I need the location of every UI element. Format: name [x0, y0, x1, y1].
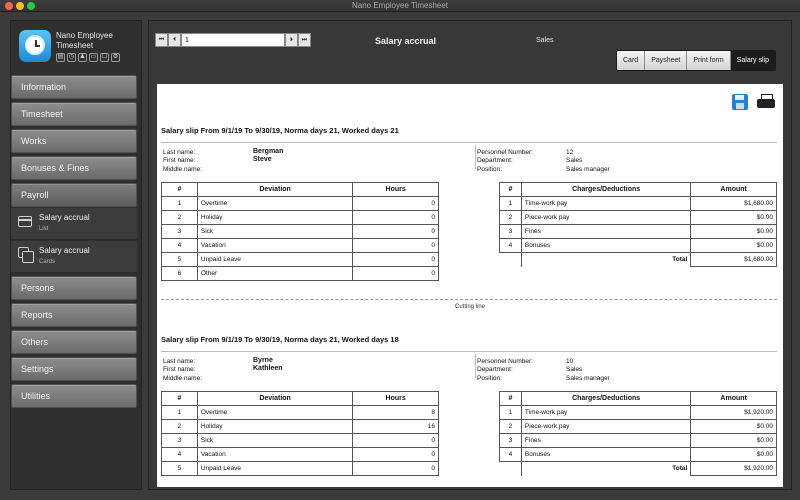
row-number: 4	[500, 448, 522, 462]
table-row	[162, 267, 439, 281]
deviation-hours: 0	[353, 211, 439, 225]
table-row	[500, 448, 777, 462]
department-label: Department:	[477, 366, 513, 373]
row-number: 2	[500, 420, 522, 434]
charge-name: Time-work pay	[521, 406, 690, 420]
personnel-number-label: Personnel Number:	[477, 358, 533, 365]
table-row	[162, 406, 439, 420]
document-title: Salary accrual	[375, 36, 437, 46]
first-name-label: First name:	[163, 366, 196, 373]
calendar-icon[interactable]: ▤	[57, 54, 64, 60]
column-header: Deviation	[197, 183, 352, 197]
document-actions	[732, 94, 775, 110]
row-number: 1	[162, 406, 198, 420]
deviations-table	[161, 182, 439, 281]
position-value: Sales manager	[566, 166, 610, 173]
record-navigator	[155, 33, 311, 49]
sidebar-item-persons[interactable]: Persons	[11, 276, 137, 300]
charges-table	[499, 391, 777, 476]
title-bar	[0, 0, 800, 12]
person-icon[interactable]: ♟	[79, 54, 86, 60]
table-row	[500, 225, 777, 239]
table-row	[500, 197, 777, 211]
deviation-hours: 0	[353, 197, 439, 211]
deviation-hours: 0	[353, 434, 439, 448]
total-amount: $1,680.00	[691, 253, 777, 267]
cutting-line	[161, 299, 777, 300]
view-switcher	[616, 50, 776, 71]
table-row	[500, 420, 777, 434]
first-record-button[interactable]: ⏮	[155, 33, 168, 47]
view-salary-slip-button[interactable]: Salary slip	[731, 51, 775, 70]
charge-amount: $1,680.00	[691, 197, 777, 211]
last-name-value: Bergman	[253, 148, 284, 155]
row-number: 3	[500, 225, 522, 239]
sidebar-subitem-salary-accrual-cards[interactable]	[11, 241, 137, 273]
charge-name: Bonuses	[521, 239, 690, 253]
sidebar-item-reports[interactable]: Reports	[11, 303, 137, 327]
sidebar-item-others[interactable]: Others	[11, 330, 137, 354]
personnel-number-value: 10	[566, 358, 574, 365]
card-icon	[18, 216, 32, 227]
divider	[475, 354, 476, 378]
row-number: 4	[162, 239, 198, 253]
table-row	[500, 434, 777, 448]
divider	[161, 351, 777, 352]
deviation-hours: 0	[353, 448, 439, 462]
column-header: #	[162, 183, 198, 197]
row-number: 2	[162, 420, 198, 434]
personnel-number-label: Personnel Number:	[477, 149, 533, 156]
table-row	[500, 406, 777, 420]
deviation-name: Sick	[197, 434, 352, 448]
column-header: Amount	[691, 392, 777, 406]
charge-amount: $0.00	[691, 211, 777, 225]
total-label: Total	[521, 462, 690, 476]
chat-icon[interactable]: ☐	[101, 54, 108, 60]
department-value: Sales	[566, 366, 583, 373]
deviation-hours: 0	[353, 239, 439, 253]
row-number: 2	[162, 211, 198, 225]
row-number: 3	[162, 225, 198, 239]
table-header-row	[162, 392, 439, 406]
first-name-label: First name:	[163, 157, 196, 164]
position-value: Sales manager	[566, 375, 610, 382]
first-name-value: Steve	[253, 156, 272, 163]
last-name-label: Last name:	[163, 149, 196, 156]
row-number: 3	[500, 434, 522, 448]
deviation-hours: 0	[353, 462, 439, 476]
deviation-name: Other	[197, 267, 352, 281]
column-header: Charges/Deductions	[521, 183, 690, 197]
subitem-title: Salary accrual	[39, 246, 90, 255]
sidebar-item-utilities[interactable]: Utilities	[11, 384, 137, 408]
charge-name: Time-work pay	[521, 197, 690, 211]
column-header: #	[500, 183, 522, 197]
column-header: Hours	[353, 183, 439, 197]
total-label: Total	[521, 253, 690, 267]
subitem-caption: List	[39, 226, 49, 232]
total-row	[500, 462, 777, 476]
document-department: Sales	[536, 37, 554, 44]
charges-table	[499, 182, 777, 267]
table-header-row	[162, 183, 439, 197]
charge-amount: $0.00	[691, 239, 777, 253]
settings-icon[interactable]: ⚙	[112, 54, 119, 60]
deviations-table	[161, 391, 439, 476]
card-icon[interactable]: ▭	[90, 54, 97, 60]
column-header: Hours	[353, 392, 439, 406]
subitem-caption: Cards	[39, 259, 56, 265]
sidebar-item-works[interactable]: Works	[11, 129, 137, 153]
record-number-input[interactable]	[181, 33, 285, 47]
position-label: Position:	[477, 166, 502, 173]
deviation-name: Holiday	[197, 420, 352, 434]
subitem-title: Salary accrual	[39, 213, 90, 222]
charge-name: Fines	[521, 225, 690, 239]
row-number: 5	[162, 253, 198, 267]
middle-name-label: Middle name:	[163, 375, 203, 382]
middle-name-label: Middle name:	[163, 166, 203, 173]
deviation-name: Vacation	[197, 239, 352, 253]
sidebar	[10, 20, 142, 490]
cards-icon	[18, 247, 29, 258]
quick-icons	[56, 53, 120, 62]
deviation-name: Holiday	[197, 211, 352, 225]
charge-amount: $0.00	[691, 434, 777, 448]
sidebar-item-information[interactable]: Information	[11, 75, 137, 99]
last-name-label: Last name:	[163, 358, 196, 365]
divider	[161, 142, 777, 143]
table-row	[162, 448, 439, 462]
column-header: Charges/Deductions	[521, 392, 690, 406]
row-number: 1	[500, 406, 522, 420]
table-header-row	[500, 183, 777, 197]
column-header: Amount	[691, 183, 777, 197]
table-row	[162, 197, 439, 211]
row-number: 6	[162, 267, 198, 281]
department-label: Department:	[477, 157, 513, 164]
table-row	[500, 239, 777, 253]
save-icon[interactable]	[732, 94, 748, 110]
window-title: Nano Employee Timesheet	[351, 1, 449, 10]
deviation-hours: 0	[353, 253, 439, 267]
row-number: 4	[500, 239, 522, 253]
row-number: 3	[162, 434, 198, 448]
next-record-button[interactable]: ⏵	[285, 33, 298, 47]
table-header-row	[500, 392, 777, 406]
table-row	[162, 239, 439, 253]
column-header: Deviation	[197, 392, 352, 406]
table-row	[162, 420, 439, 434]
slip-title: Salary slip From 9/1/19 To 9/30/19, Norma days 21, Worked days 21	[161, 126, 399, 135]
row-number: 1	[500, 197, 522, 211]
row-number: 5	[162, 462, 198, 476]
divider	[475, 145, 476, 169]
column-header: #	[162, 392, 198, 406]
deviation-hours: 16	[353, 420, 439, 434]
salary-slip-document	[157, 84, 783, 487]
app-header	[11, 21, 141, 71]
row-number: 2	[500, 211, 522, 225]
sidebar-item-payroll[interactable]: Payroll	[11, 183, 137, 207]
app-name: Nano Employee Timesheet	[56, 31, 113, 50]
cutting-line-label: Cutting line	[454, 304, 486, 310]
view-print-form-button[interactable]: Print form	[687, 51, 730, 70]
sidebar-item-timesheet[interactable]: Timesheet	[11, 102, 137, 126]
department-value: Sales	[566, 157, 583, 164]
row-number: 1	[162, 197, 198, 211]
personnel-number-value: 12	[566, 149, 574, 156]
previous-record-button[interactable]: ⏴	[168, 33, 181, 47]
slip-title: Salary slip From 9/1/19 To 9/30/19, Norma days 21, Worked days 18	[161, 335, 399, 344]
charge-amount: $0.00	[691, 225, 777, 239]
row-number: 4	[162, 448, 198, 462]
charge-name: Fines	[521, 434, 690, 448]
charge-amount: $1,920.00	[691, 406, 777, 420]
charge-name: Piece-work pay	[521, 211, 690, 225]
table-row	[162, 434, 439, 448]
deviation-name: Overtime	[197, 197, 352, 211]
main-panel	[148, 20, 792, 490]
first-name-value: Kathleen	[253, 365, 283, 372]
table-row	[500, 211, 777, 225]
table-row	[162, 225, 439, 239]
view-card-button[interactable]: Card	[617, 51, 645, 70]
table-row	[162, 211, 439, 225]
deviation-name: Unpaid Leave	[197, 253, 352, 267]
deviation-name: Overtime	[197, 406, 352, 420]
charge-amount: $0.00	[691, 420, 777, 434]
table-row	[162, 462, 439, 476]
last-record-button[interactable]: ⏭	[298, 33, 311, 47]
total-amount: $1,920.00	[691, 462, 777, 476]
charge-name: Bonuses	[521, 448, 690, 462]
clock-icon[interactable]: ◷	[68, 54, 75, 60]
deviation-hours: 0	[353, 267, 439, 281]
table-row	[162, 253, 439, 267]
charge-amount: $0.00	[691, 448, 777, 462]
last-name-value: Byrne	[253, 357, 273, 364]
deviation-hours: 0	[353, 225, 439, 239]
sidebar-item-settings[interactable]: Settings	[11, 357, 137, 381]
position-label: Position:	[477, 375, 502, 382]
charge-name: Piece-work pay	[521, 420, 690, 434]
column-header: #	[500, 392, 522, 406]
app-clock-icon	[19, 30, 51, 62]
deviation-hours: 8	[353, 406, 439, 420]
total-row	[500, 253, 777, 267]
view-paysheet-button[interactable]: Paysheet	[645, 51, 687, 70]
deviation-name: Sick	[197, 225, 352, 239]
deviation-name: Unpaid Leave	[197, 462, 352, 476]
printer-icon[interactable]	[757, 94, 775, 110]
sidebar-subitem-salary-accrual-list[interactable]	[11, 208, 137, 240]
deviation-name: Vacation	[197, 448, 352, 462]
sidebar-item-bonuses-fines[interactable]: Bonuses & Fines	[11, 156, 137, 180]
